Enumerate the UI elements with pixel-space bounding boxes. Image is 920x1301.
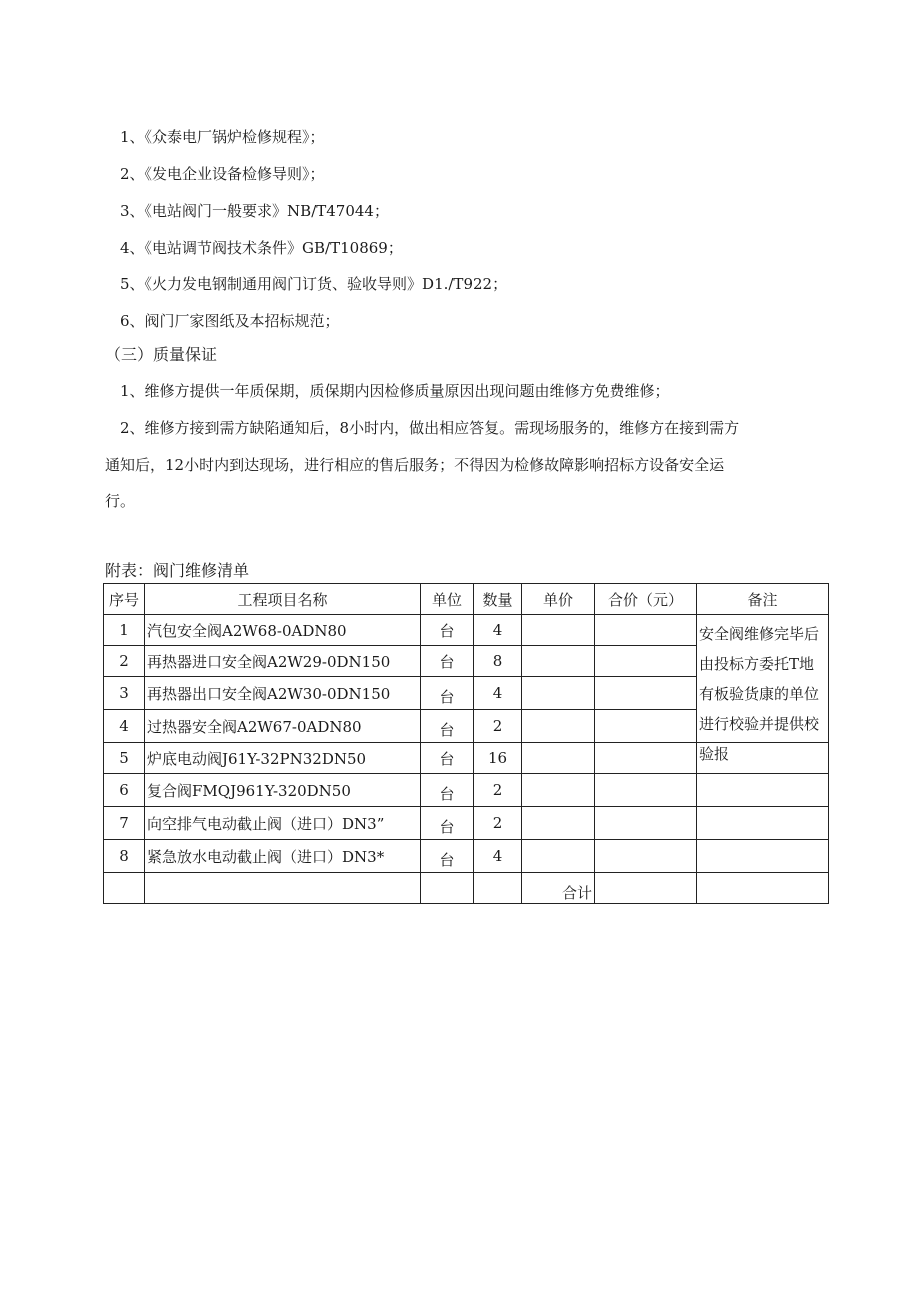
row-note — [697, 615, 829, 763]
row-qty: 4 — [474, 677, 522, 710]
sum-unit — [421, 873, 474, 904]
table-sum-row — [104, 873, 829, 904]
row-unit: 台 — [421, 677, 474, 710]
row-name: 过热器安全阀A2W67-0ADN80 — [145, 710, 421, 743]
sum-label: 合计 — [522, 873, 595, 904]
valve-repair-table — [103, 583, 829, 904]
row-price — [522, 710, 595, 743]
row-unit: 台 — [421, 646, 474, 677]
standard-item-2: 2、《发电企业设备检修导则》； — [120, 165, 325, 183]
row-qty: 8 — [474, 646, 522, 677]
quality-item-2-line-3: 行。 — [105, 492, 136, 510]
row-name: 汽包安全阀A2W68-0ADN80 — [145, 615, 421, 646]
row-unit: 台 — [421, 774, 474, 807]
row-price — [522, 677, 595, 710]
row-price — [522, 646, 595, 677]
row-price — [522, 774, 595, 807]
sum-qty — [474, 873, 522, 904]
row-qty: 2 — [474, 710, 522, 743]
sum-total — [595, 873, 697, 904]
table-row — [104, 615, 829, 646]
row-qty: 4 — [474, 615, 522, 646]
header-unit: 单位 — [421, 584, 474, 615]
standard-item-3: 3、《电站阀门一般要求》NB/T47044； — [120, 202, 389, 220]
header-qty: 数量 — [474, 584, 522, 615]
row-total — [595, 677, 697, 710]
row-total — [595, 615, 697, 646]
row-price — [522, 743, 595, 774]
row-price — [522, 840, 595, 873]
quality-item-1: 1、维修方提供一年质保期，质保期内因检修质量原因出现问题由维修方免费维修； — [120, 382, 670, 400]
row-note — [697, 774, 829, 807]
header-name: 工程项目名称 — [145, 584, 421, 615]
row-name: 紧急放水电动截止阀（进口）DN3* — [145, 840, 421, 873]
row-qty: 16 — [474, 743, 522, 774]
row-no: 5 — [104, 743, 145, 774]
header-price: 单价 — [522, 584, 595, 615]
header-note: 备注 — [697, 584, 829, 615]
row-unit: 台 — [421, 615, 474, 646]
row-unit: 台 — [421, 807, 474, 840]
row-no: 6 — [104, 774, 145, 807]
row-name: 复合阀FMQJ961Y-320DN50 — [145, 774, 421, 807]
row-no: 8 — [104, 840, 145, 873]
row-total — [595, 774, 697, 807]
header-total: 合价（元） — [595, 584, 697, 615]
row-unit: 台 — [421, 840, 474, 873]
row-total — [595, 743, 697, 774]
standard-item-5: 5、《火力发电钢制通用阀门订货、验收导则》D1./T922； — [120, 275, 508, 293]
row-no: 7 — [104, 807, 145, 840]
row-price — [522, 807, 595, 840]
row-no: 4 — [104, 710, 145, 743]
note-text: 安全阀维修完毕后由投标方委托T地有板验货康的单位进行校验并提供校验报 — [699, 625, 820, 763]
row-price — [522, 615, 595, 646]
row-total — [595, 646, 697, 677]
row-name: 炉底电动阀J61Y-32PN32DN50 — [145, 743, 421, 774]
sum-name — [145, 873, 421, 904]
quality-item-2-line-2: 通知后，12小时内到达现场，进行相应的售后服务；不得因为检修故障影响招标方设备安全运 — [105, 456, 725, 474]
row-no: 1 — [104, 615, 145, 646]
table-row — [104, 807, 829, 840]
sum-note — [697, 873, 829, 904]
table-header-row — [104, 584, 829, 615]
sum-no — [104, 873, 145, 904]
row-name: 向空排气电动截止阀（进口）DN3” — [145, 807, 421, 840]
standard-item-4: 4、《电站调节阀技术条件》GB/T10869； — [120, 239, 403, 257]
table-row — [104, 774, 829, 807]
row-no: 2 — [104, 646, 145, 677]
row-qty: 2 — [474, 807, 522, 840]
standard-item-6: 6、阀门厂家图纸及本招标规范； — [120, 312, 340, 330]
table-row — [104, 840, 829, 873]
row-note — [697, 840, 829, 873]
table-caption: 附表：阀门维修清单 — [105, 561, 250, 580]
row-total — [595, 807, 697, 840]
standard-item-1: 1、《众泰电厂锅炉检修规程》； — [120, 128, 325, 146]
row-unit: 台 — [421, 743, 474, 774]
row-total — [595, 710, 697, 743]
row-qty: 4 — [474, 840, 522, 873]
row-note — [697, 807, 829, 840]
row-qty: 2 — [474, 774, 522, 807]
quality-item-2-line-1: 2、维修方接到需方缺陷通知后，8小时内，做出相应答复。需现场服务的，维修方在接到需方 — [120, 419, 740, 437]
row-name: 再热器进口安全阀A2W29-0DN150 — [145, 646, 421, 677]
quality-heading: （三）质量保证 — [105, 345, 218, 364]
row-no: 3 — [104, 677, 145, 710]
row-name: 再热器出口安全阀A2W30-0DN150 — [145, 677, 421, 710]
row-total — [595, 840, 697, 873]
row-unit: 台 — [421, 710, 474, 743]
header-no: 序号 — [104, 584, 145, 615]
